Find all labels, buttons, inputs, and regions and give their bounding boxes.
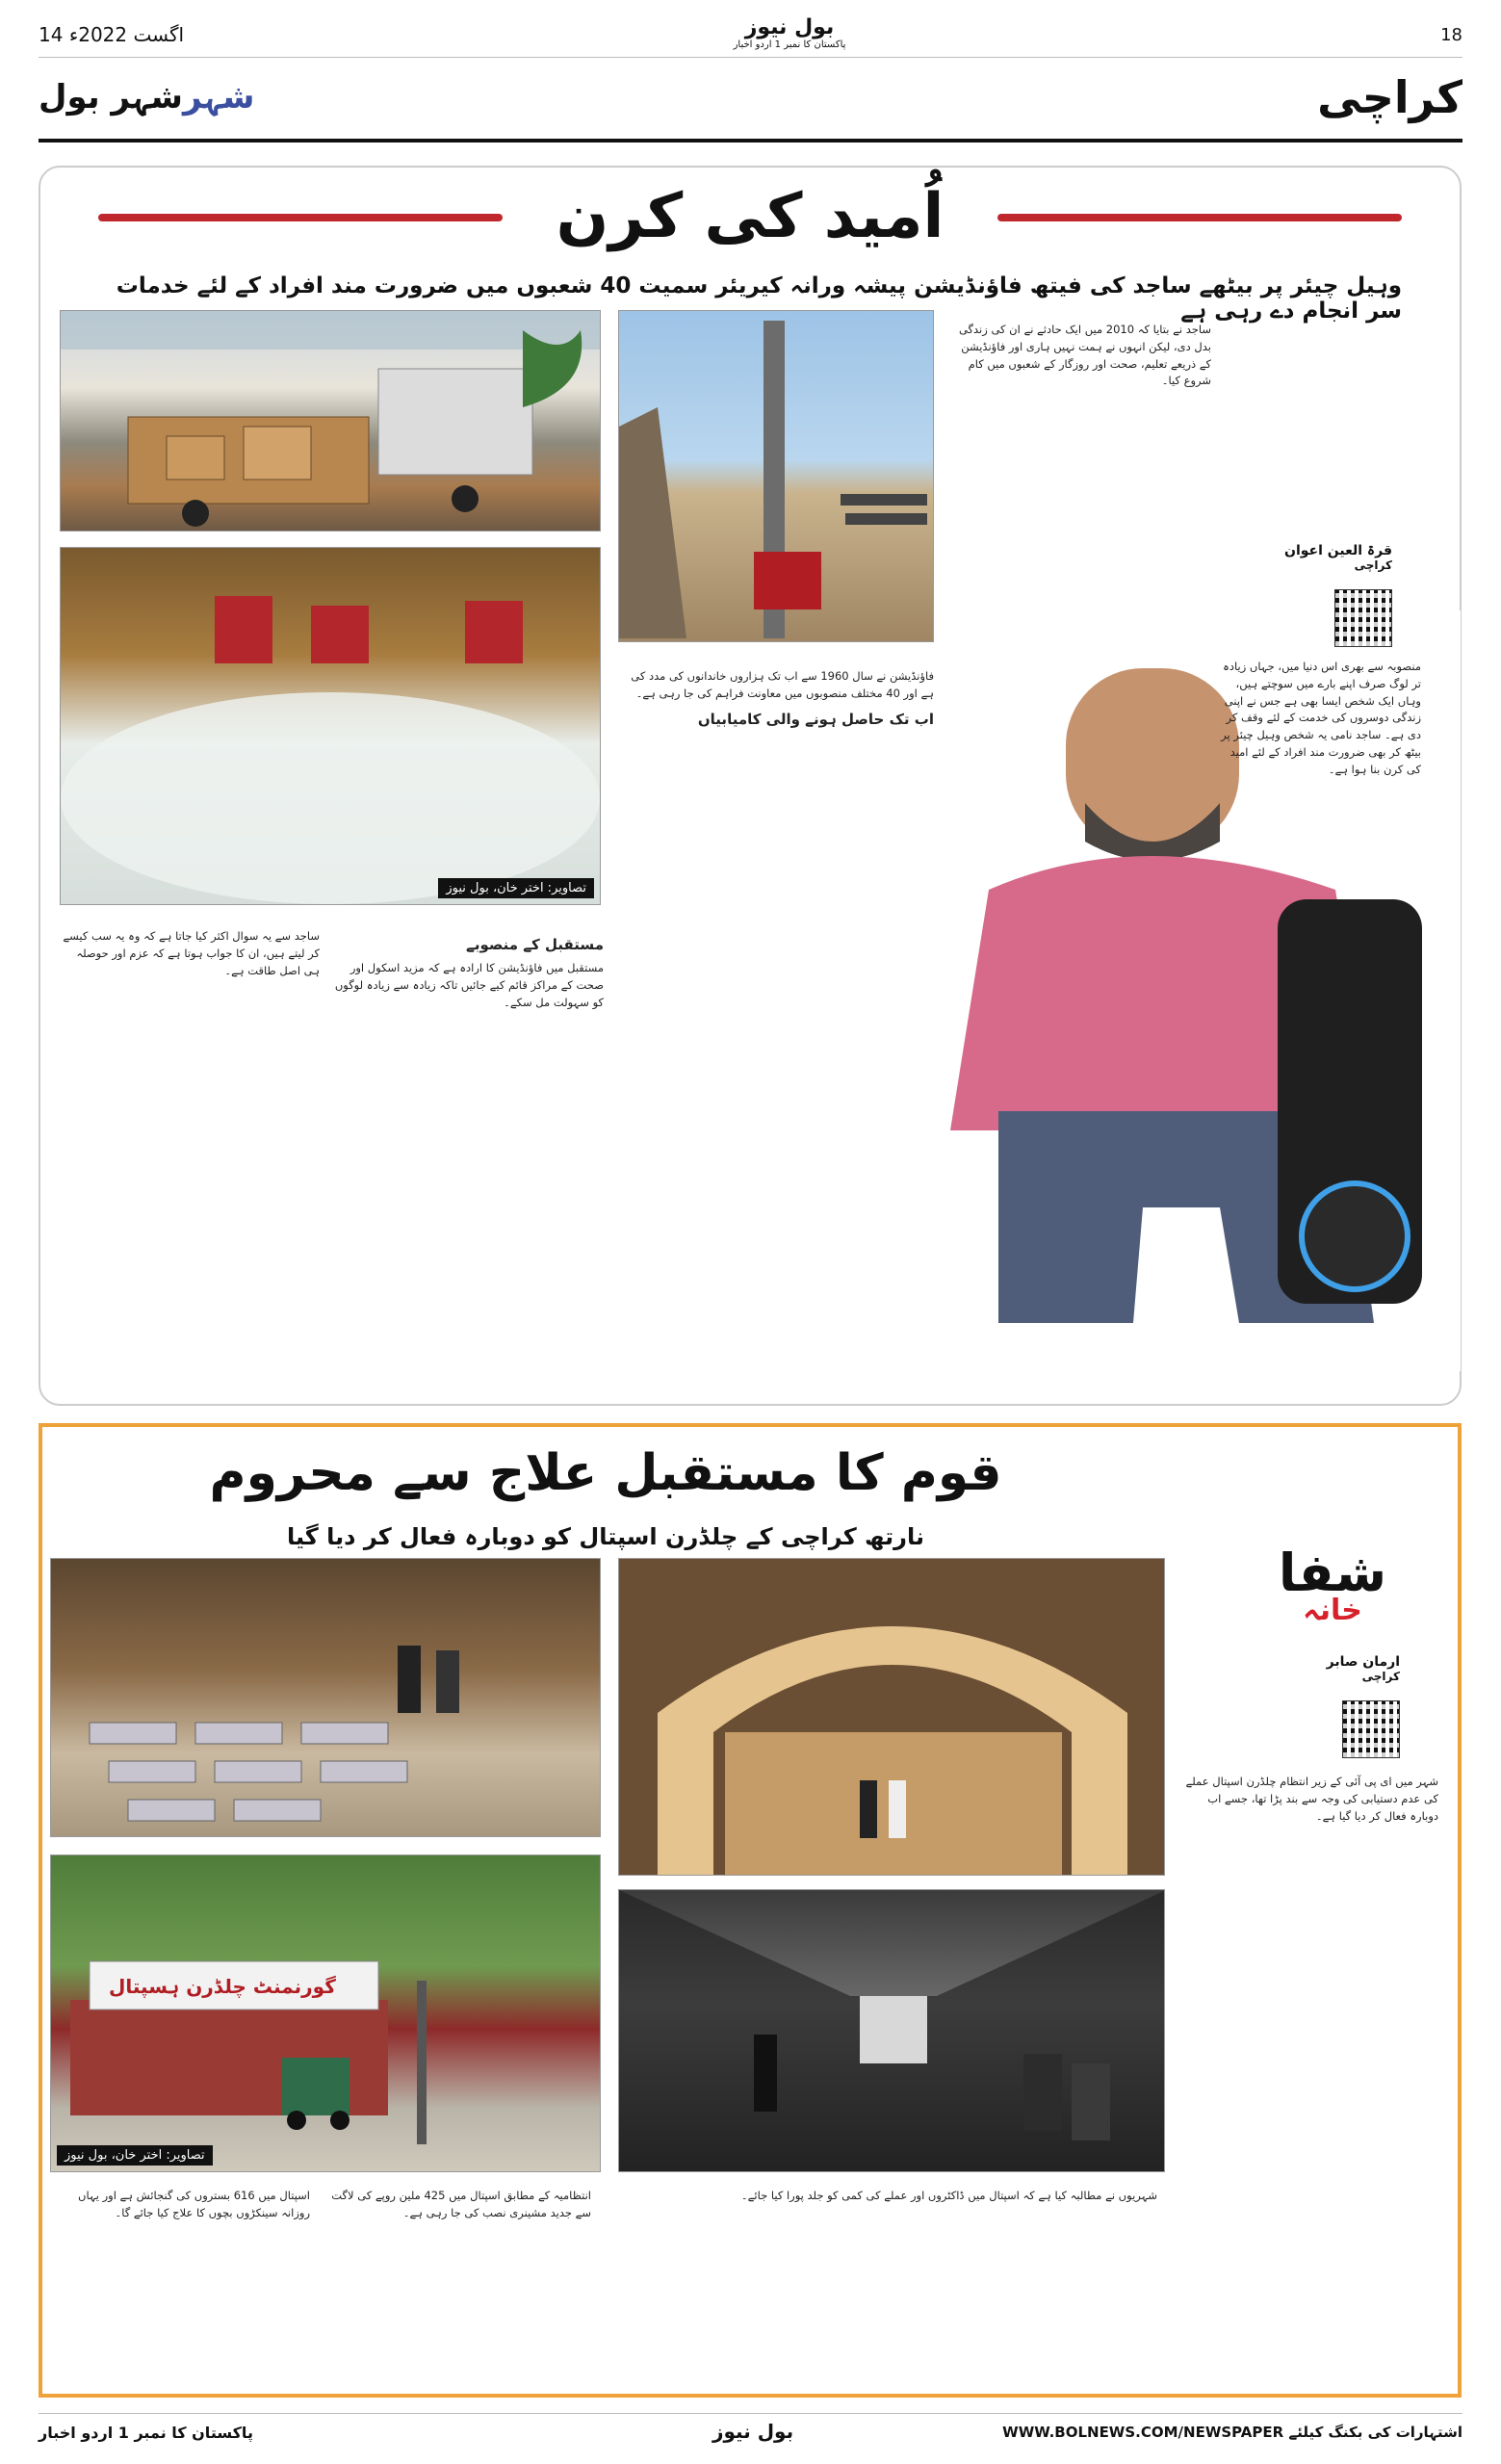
story1-byline [1248, 543, 1392, 572]
photo-archway [618, 1558, 1165, 1876]
story1-city: کراچی [1354, 558, 1392, 572]
story2-subtitle: نارتھ کراچی کے چلڈرن اسپتال کو دوبارہ فعال کر دیا گیا [287, 1523, 924, 1550]
waiting-hall-illustration [51, 1559, 601, 1837]
footer-website-link[interactable]: WWW.BOLNEWS.COM/NEWSPAPER اشتہارات کی بکنگ کیلئے [1002, 2424, 1462, 2441]
story2-qr-code [1342, 1700, 1400, 1758]
issue-date: 14 اگست 2022ء [39, 23, 185, 46]
photo-credit-story1: تصاویر: اختر خان، بول نیوز [438, 878, 594, 898]
story2-author: ارمان صابر [1326, 1654, 1400, 1670]
story2-col1: شہر میں ای پی آئی کے زیر انتظام چلڈرن اسپتال عملے کی عدم دستیابی کی وجہ سے بند پڑا تھا، جسے اب دوبارہ فعال کر دیا گیا ہے۔ [1185, 1775, 1438, 1823]
logo-text: بول نیوز [744, 15, 835, 39]
photo-delivery-truck [60, 310, 601, 532]
entrance-illustration [51, 1855, 601, 2172]
archway-illustration [619, 1559, 1165, 1876]
story1-author: قرۃ العین اعوان [1284, 543, 1392, 558]
story2-city: کراچی [1361, 1670, 1400, 1683]
hospital-sign-text: گورنمنٹ چلڈرن ہسپتال [109, 1975, 336, 1998]
footer-tagline: پاکستان کا نمبر 1 اردو اخبار [39, 2424, 253, 2442]
footer-logo: بول نیوز [712, 2420, 794, 2443]
photo-hospital-entrance [50, 1854, 601, 2172]
logo-tagline: پاکستان کا نمبر 1 اردو اخبار [733, 39, 846, 50]
photo-corridor-patients [618, 1889, 1165, 2172]
brand-word-b: خانہ [1303, 1594, 1362, 1627]
corridor-illustration [619, 1890, 1165, 2172]
boring-rig-illustration [619, 311, 934, 642]
photo-credit-story2: تصاویر: اختر خان، بول نیوز [57, 2145, 213, 2166]
section-rule [39, 139, 1462, 143]
section-logo-right: کراچی [1317, 71, 1462, 123]
masthead-logo [674, 15, 905, 50]
story-title: اُمید کی کرن [556, 181, 945, 252]
heading-future: مستقبل کے منصوبے [466, 936, 604, 953]
photo-water-boring [618, 310, 934, 642]
story2-col2: اسپتال میں 616 بستروں کی گنجائش ہے اور یہاں روزانہ سینکڑوں بچوں کا علاج کیا جائے گا۔ [78, 2189, 310, 2219]
story2-byline [1255, 1654, 1400, 1683]
shifa-khana-brand [1246, 1543, 1419, 1629]
story-subtitle: وہیل چیئر پر بیٹھے ساجد کی فیتھ فاؤنڈیشن پیشہ ورانہ کیریئر سمیت 40 شعبوں میں ضرورت مند افراد کے لئے خدمات سر انجام دے رہی ہے [116, 273, 1402, 324]
story-hospital [39, 1423, 1462, 2398]
story1-col2: ساجد نے بتایا کہ 2010 میں ایک حادثے نے ان کی زندگی بدل دی، لیکن انہوں نے ہمت نہیں ہاری اور فاؤنڈیشن کے ذریعے تعلیم، صحت اور روزگار کے شعبوں میں کام شروع کیا۔ [958, 323, 1211, 388]
relief-bags-illustration [61, 548, 601, 905]
section-logo-left-accent: شہر [182, 78, 255, 117]
story-hope [39, 166, 1462, 1406]
section-logo-left-main: شہر بول [39, 78, 183, 117]
section-band [39, 65, 1462, 143]
section-logo-left [39, 77, 254, 117]
story1-col3-text: فاؤنڈیشن نے سال 1960 سے اب تک ہزاروں خاندانوں کی مدد کی ہے اور 40 مختلف منصوبوں میں معاونت فراہم کی جا رہی ہے۔ [631, 669, 934, 700]
story1-qr-code [1334, 589, 1392, 647]
story1-col5 [334, 928, 604, 1012]
page-footer [39, 2413, 1462, 2451]
story2-title: قوم کا مستقبل علاج سے محروم [209, 1444, 1002, 1502]
truck-illustration [61, 311, 601, 532]
story1-col3 [618, 668, 934, 735]
photo-waiting-hall [50, 1558, 601, 1837]
story1-col4: ساجد سے یہ سوال اکثر کیا جاتا ہے کہ وہ یہ سب کیسے کر لیتے ہیں، ان کا جواب ہوتا ہے کہ عزم اور حوصلہ ہی اصل طاقت ہے۔ [63, 929, 320, 977]
story1-col1: منصوبہ سے بھری اس دنیا میں، جہاں زیادہ تر لوگ صرف اپنے بارے میں سوچتے ہیں، وہاں ایک شخص ایسا بھی ہے جس نے اپنی زندگی دوسروں کی خدمت کے لئے وقف کر دی ہے۔ ساجد نامی یہ شخص وہیل چیئر پر بیٹھ کر بھی ضرورت مند افراد کے لئے امید کی کرن بنا ہوا ہے۔ [1221, 660, 1421, 776]
story2-col3: انتظامیہ کے مطابق اسپتال میں 425 ملین روپے کی لاگت سے جدید مشینری نصب کی جا رہی ہے۔ [331, 2189, 591, 2219]
page-header [39, 15, 1462, 58]
heading-achievements: اب تک حاصل ہونے والی کامیابیاں [697, 710, 934, 728]
photo-relief-bags [60, 547, 601, 905]
story1-col5-text: مستقبل میں فاؤنڈیشن کا ارادہ ہے کہ مزید اسکول اور صحت کے مراکز قائم کیے جائیں تاکہ زیادہ سے زیادہ لوگوں کو سہولت مل سکے۔ [334, 961, 604, 1009]
brand-word-a: شفا [1278, 1543, 1387, 1603]
page-number: 18 [1440, 25, 1462, 45]
story2-col4: شہریوں نے مطالبہ کیا ہے کہ اسپتال میں ڈاکٹروں اور عملے کی کمی کو جلد پورا کیا جائے۔ [740, 2189, 1157, 2202]
